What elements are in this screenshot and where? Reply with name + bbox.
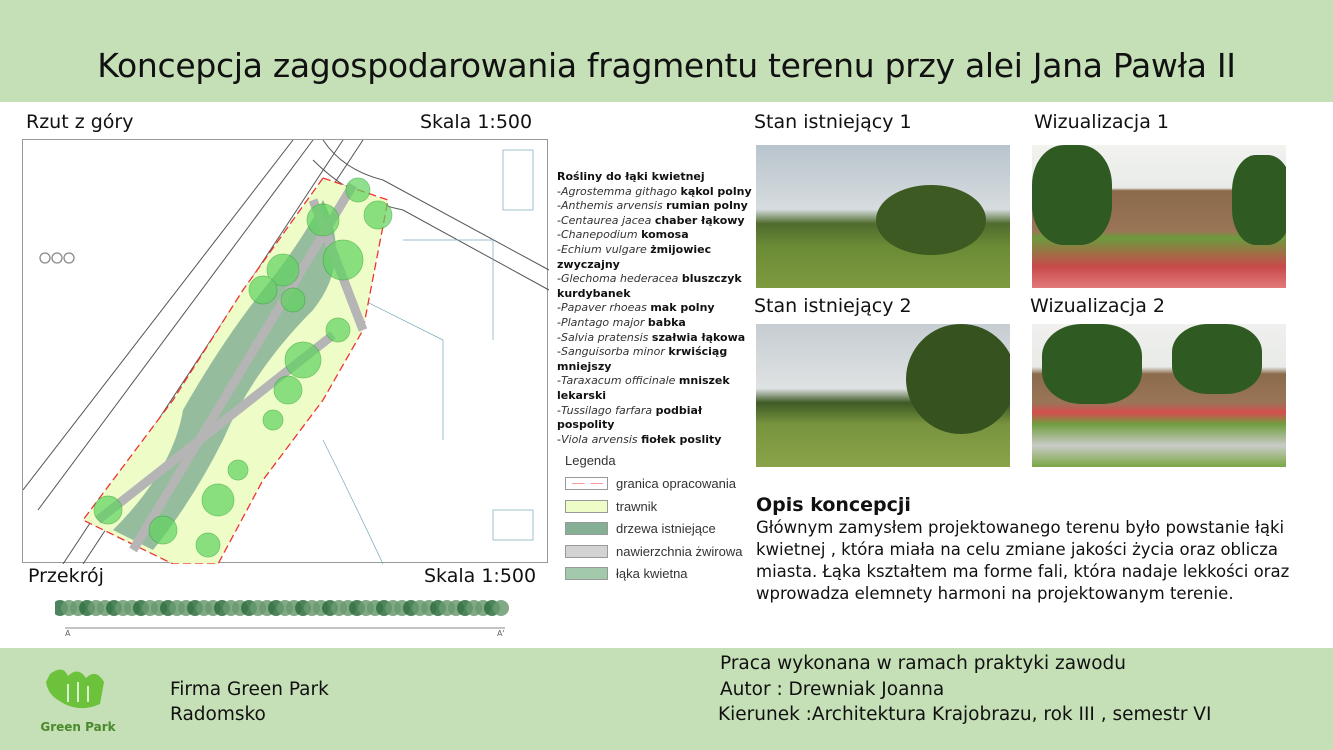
plant-polish: babka	[647, 315, 686, 329]
section-mark-a2: A'	[497, 629, 505, 638]
plant-polish: mniszek lekarski	[557, 374, 730, 402]
plant-polish: mak polny	[650, 301, 715, 315]
footer-line-1: Praca wykonana w ramach praktyki zawodu	[720, 653, 1127, 674]
legend-heading: Legenda	[565, 453, 616, 469]
plant-item: -Chanepodium komosa	[557, 228, 689, 242]
section-scale: Skala 1:500	[424, 565, 537, 587]
green-park-logo	[38, 664, 118, 734]
logo-text: Green Park	[40, 720, 116, 734]
legend-label: granica opracowania	[616, 476, 736, 492]
plant-polish: fiołek poslity	[641, 432, 722, 446]
plant-latin: Viola arvensis	[560, 432, 638, 446]
photo-existing-2	[756, 324, 1010, 467]
description-body: Głównym zamysłem projektowanego terenu było powstanie łąki kwietnej , która miała na celu zmiane jakości życia oraz oblicza miasta. Łąka kształtem ma forme fali, która nadaje lekkości oraz wprowadza elemnety harmoni na projektowanym terenie.	[756, 518, 1290, 603]
plant-latin: Sanguisorba minor	[560, 345, 665, 359]
photo-existing-2-label: Stan istniejący 2	[754, 295, 912, 317]
legend-label: trawnik	[616, 498, 658, 514]
plant-item: -Plantago major babka	[557, 315, 686, 329]
legend-label: nawierzchnia żwirowa	[616, 543, 743, 559]
legend-item	[565, 562, 755, 585]
plant-polish: żmijowiec zwyczajny	[557, 242, 712, 271]
page-title: Koncepcja zagospodarowania fragmentu terenu przy alei Jana Pawła II	[97, 46, 1236, 85]
plant-list-heading: Rośliny do łąki kwietnej	[557, 170, 705, 183]
section-drawing	[55, 590, 515, 640]
legend-item	[565, 540, 755, 563]
plant-item: -Tussilago farfara podbiał pospolity	[557, 403, 703, 432]
description-heading: Opis koncepcji	[756, 494, 911, 516]
legend-label: łąka kwietna	[616, 566, 688, 582]
section-label: Przekrój	[28, 565, 104, 587]
plan-side-column	[557, 170, 755, 585]
plant-latin: Agrostemma githago	[560, 184, 677, 198]
legend-item	[565, 517, 755, 540]
plant-polish: chaber łąkowy	[654, 213, 745, 227]
plant-polish: bluszczyk kurdybanek	[557, 272, 742, 300]
plant-item: -Echium vulgare żmijowiec zwyczajny	[557, 242, 712, 271]
photo-existing-1-label: Stan istniejący 1	[754, 111, 912, 133]
plant-latin: Chanepodium	[560, 228, 638, 242]
plant-latin: Plantago major	[560, 315, 645, 329]
plant-latin: Echium vulgare	[560, 242, 647, 256]
section-mark-a: A	[65, 629, 71, 638]
plant-polish: szałwia łąkowa	[651, 330, 746, 344]
plant-item: -Viola arvensis fiołek poslity	[557, 432, 722, 446]
legend	[565, 453, 755, 585]
plant-latin: Taraxacum officinale	[560, 374, 676, 388]
plant-polish: komosa	[641, 228, 689, 242]
plan-scale: Skala 1:500	[420, 111, 533, 133]
photo-viz-2-label: Wizualizacja 2	[1030, 295, 1165, 317]
plant-item: -Centaurea jacea chaber łąkowy	[557, 213, 745, 227]
photo-viz-1-label: Wizualizacja 1	[1034, 111, 1169, 133]
plant-latin: Centaurea jacea	[560, 213, 652, 227]
company-city: Radomsko	[170, 704, 266, 725]
footer-field: Kierunek :Architektura Krajobrazu, rok III , semestr VI	[718, 704, 1212, 725]
legend-item	[565, 495, 755, 518]
plant-polish: podbiał pospolity	[557, 403, 703, 432]
legend-swatch	[565, 545, 608, 558]
plant-item: -Sanguisorba minor krwiściąg mniejszy	[557, 345, 728, 373]
plant-item: -Taraxacum officinale mniszek lekarski	[557, 374, 730, 402]
plan-label: Rzut z góry	[26, 111, 134, 133]
legend-item	[565, 472, 755, 495]
legend-swatch	[565, 567, 608, 580]
legend-swatch	[565, 522, 608, 535]
plant-latin: Tussilago farfara	[560, 403, 653, 417]
legend-swatch	[565, 500, 608, 513]
photo-visualization-2	[1032, 324, 1286, 467]
plant-item: -Anthemis arvensis rumian polny	[557, 199, 748, 213]
plant-latin: Glechoma hederacea	[560, 272, 679, 286]
footer-author: Autor : Drewniak Joanna	[720, 679, 945, 700]
plant-item: -Glechoma hederacea bluszczyk kurdybanek	[557, 272, 742, 300]
plant-latin: Salvia pratensis	[560, 330, 649, 344]
plant-latin: Anthemis arvensis	[560, 199, 663, 213]
plant-polish: kąkol polny	[680, 184, 752, 198]
company-name: Firma Green Park	[170, 679, 329, 700]
photo-visualization-1	[1032, 145, 1286, 288]
photo-existing-1	[756, 145, 1010, 288]
site-plan-map	[22, 139, 548, 563]
plant-latin: Papaver rhoeas	[560, 301, 647, 315]
plant-item: -Agrostemma githago kąkol polny	[557, 184, 752, 198]
plant-polish: rumian polny	[666, 199, 748, 213]
legend-label: drzewa istniejące	[616, 521, 716, 537]
plant-item: -Salvia pratensis szałwia łąkowa	[557, 330, 746, 344]
plant-item: -Papaver rhoeas mak polny	[557, 301, 715, 315]
legend-swatch	[565, 477, 608, 490]
plant-polish: krwiściąg mniejszy	[557, 345, 728, 373]
plant-list	[557, 170, 755, 447]
section-tree	[493, 600, 509, 616]
